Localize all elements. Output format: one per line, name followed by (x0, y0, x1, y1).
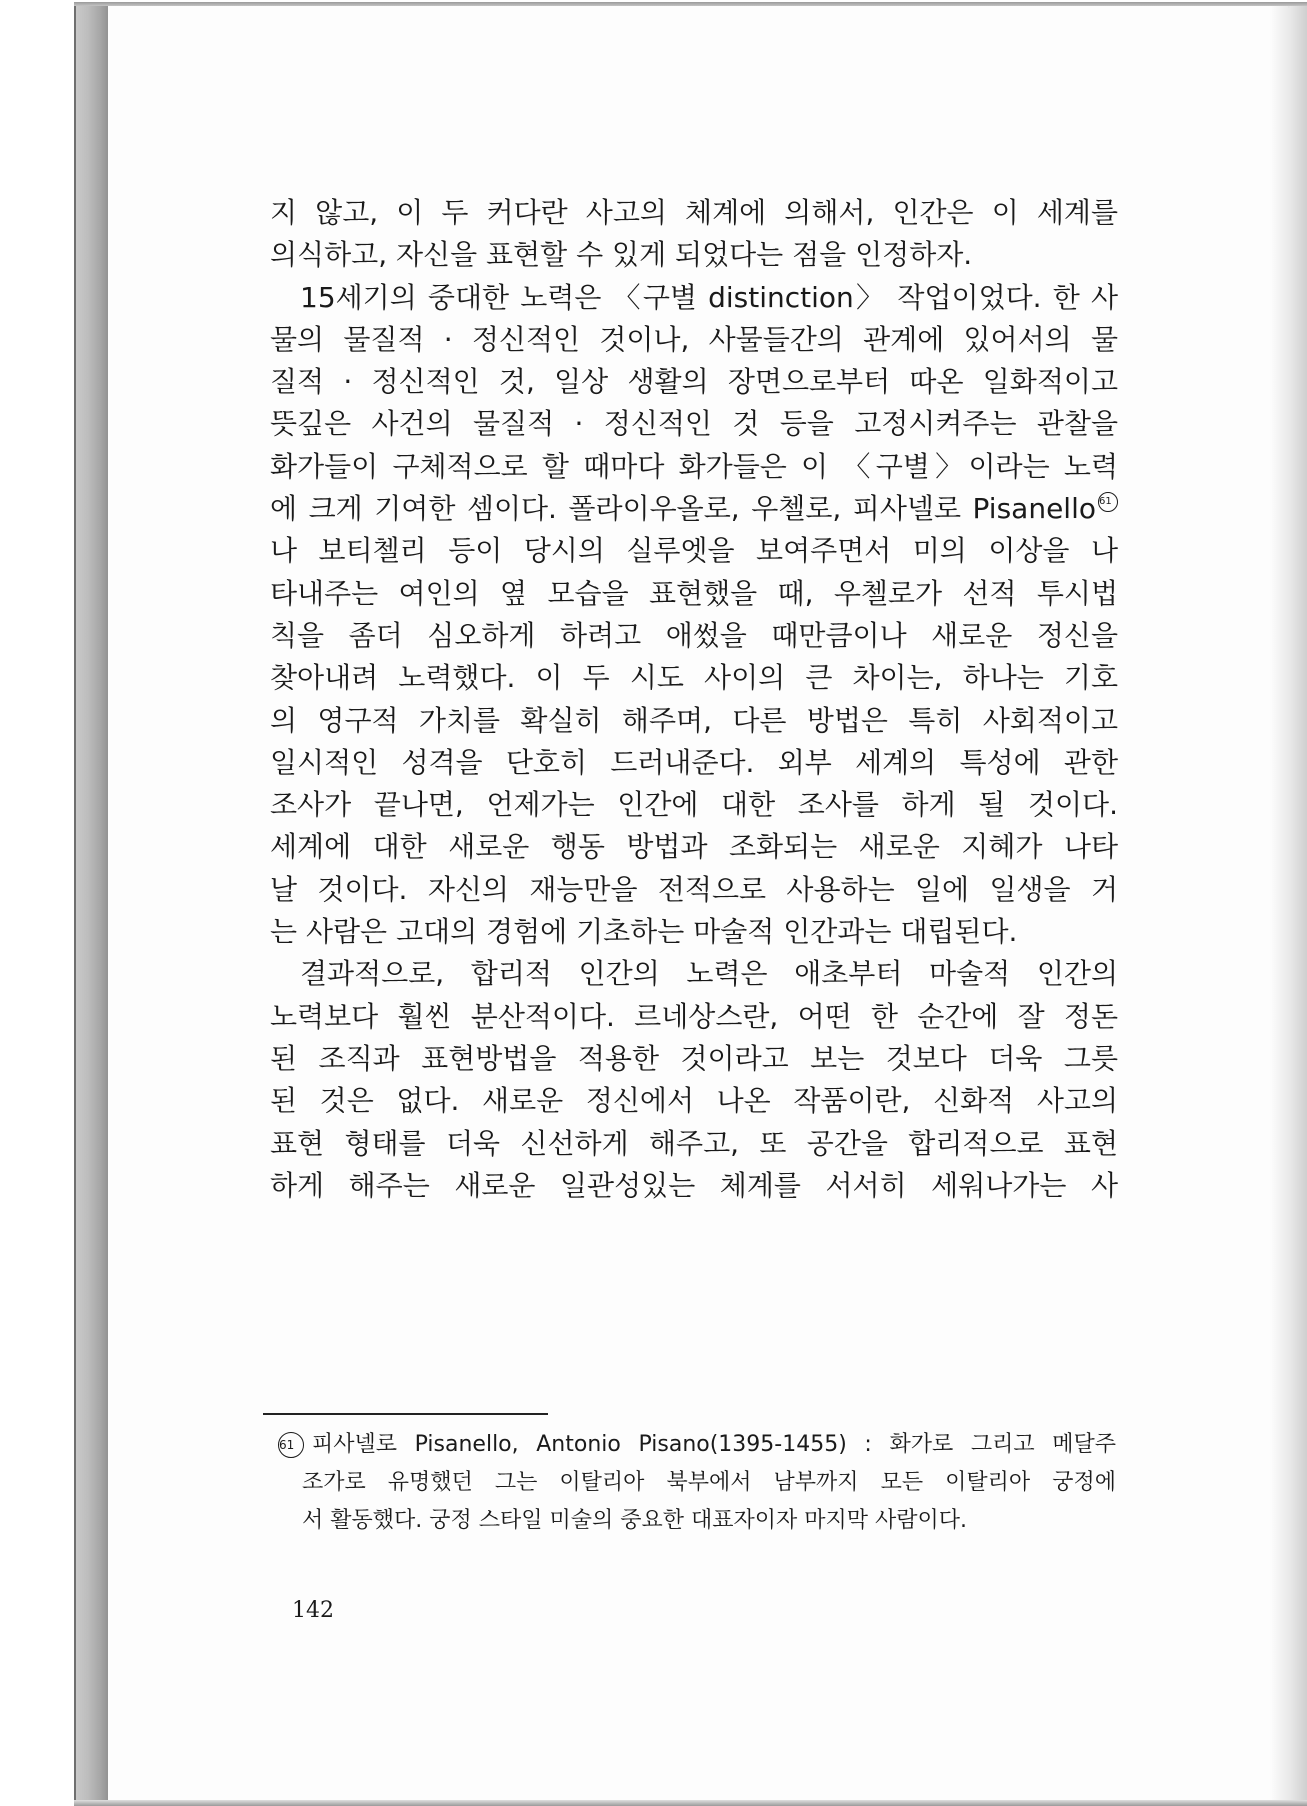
body-line: 15세기의 중대한 노력은 〈구별 distinction〉 작업이었다. 한 사 (300, 280, 1118, 314)
footnote-text: 피사넬로 Pisanello, Antonio Pisano(1395-1455) : 화가로 그리고 메달주 (312, 1432, 1116, 1457)
footnote-line: 서 활동했다. 궁정 스타일 미술의 중요한 대표자이자 마지막 사람이다. (302, 1508, 967, 1533)
body-line: 화가들이 구체적으로 할 때마다 화가들은 이 〈구별〉이라는 노력 (270, 449, 1118, 483)
footnote-divider (263, 1413, 548, 1415)
body-line: 세계에 대한 새로운 행동 방법과 조화되는 새로운 지혜가 나타 (270, 830, 1118, 864)
body-line: 일시적인 성격을 단호히 드러내준다. 외부 세계의 특성에 관한 (270, 745, 1118, 779)
body-line: 물의 물질적 · 정신적인 것이나, 사물들간의 관계에 있어서의 물 (270, 322, 1118, 356)
body-line: 된 것은 없다. 새로운 정신에서 나온 작품이란, 신화적 사고의 (270, 1084, 1118, 1118)
page-stack-edge (74, 6, 110, 1802)
footnote-reference[interactable]: 61 (1098, 492, 1118, 512)
body-text (270, 192, 1118, 1207)
footnote-line: 조가로 유명했던 그는 이탈리아 북부에서 남부까지 모든 이탈리아 궁정에 (302, 1470, 1116, 1495)
footnote-line (278, 1426, 1116, 1464)
body-line: 질적 · 정신적인 것, 일상 생활의 장면으로부터 따온 일화적이고 (270, 365, 1118, 399)
body-line: 된 조직과 표현방법을 적용한 것이라고 보는 것보다 더욱 그릇 (270, 1041, 1118, 1075)
footnote (278, 1426, 1116, 1540)
body-line: 뜻깊은 사건의 물질적 · 정신적인 것 등을 고정시켜주는 관찰을 (270, 407, 1118, 441)
body-line: 결과적으로, 합리적 인간의 노력은 애초부터 마술적 인간의 (300, 957, 1118, 991)
body-line-text: 에 크게 기여한 셈이다. 폴라이우올로, 우첼로, 피사넬로 Pisanello (270, 492, 1096, 526)
page-edge-bottom (74, 1800, 1307, 1806)
body-line: 타내주는 여인의 옆 모습을 표현했을 때, 우첼로가 선적 투시법 (270, 576, 1118, 610)
body-line: 하게 해주는 새로운 일관성있는 체계를 서서히 세워나가는 사 (270, 1168, 1118, 1202)
body-line: 칙을 좀더 심오하게 하려고 애썼을 때만큼이나 새로운 정신을 (270, 618, 1118, 652)
body-line: 조사가 끝나면, 언제가는 인간에 대한 조사를 하게 될 것이다. (270, 788, 1118, 822)
body-line-with-footnote (270, 488, 1118, 530)
footnote-number: 61 (278, 1432, 304, 1458)
body-line: 지 않고, 이 두 커다란 사고의 체계에 의해서, 인간은 이 세계를 (270, 196, 1118, 229)
body-line: 노력보다 훨씬 분산적이다. 르네상스란, 어떤 한 순간에 잘 정돈 (270, 999, 1118, 1033)
body-line: 의 영구적 가치를 확실히 해주며, 다른 방법은 특히 사회적이고 (270, 703, 1118, 737)
body-line: 는 사람은 고대의 경험에 기초하는 마술적 인간과는 대립된다. (270, 915, 1018, 949)
body-line: 찾아내려 노력했다. 이 두 시도 사이의 큰 차이는, 하나는 기호 (270, 661, 1118, 695)
page-gutter-shadow (1270, 6, 1307, 1800)
body-line: 의식하고, 자신을 표현할 수 있게 되었다는 점을 인정하자. (270, 238, 973, 272)
body-line: 나 보티첼리 등이 당시의 실루엣을 보여주면서 미의 이상을 나 (270, 534, 1118, 568)
body-line: 날 것이다. 자신의 재능만을 전적으로 사용하는 일에 일생을 거 (270, 872, 1118, 906)
body-line: 표현 형태를 더욱 신선하게 해주고, 또 공간을 합리적으로 표현 (270, 1126, 1118, 1160)
page-number: 142 (292, 1598, 334, 1623)
